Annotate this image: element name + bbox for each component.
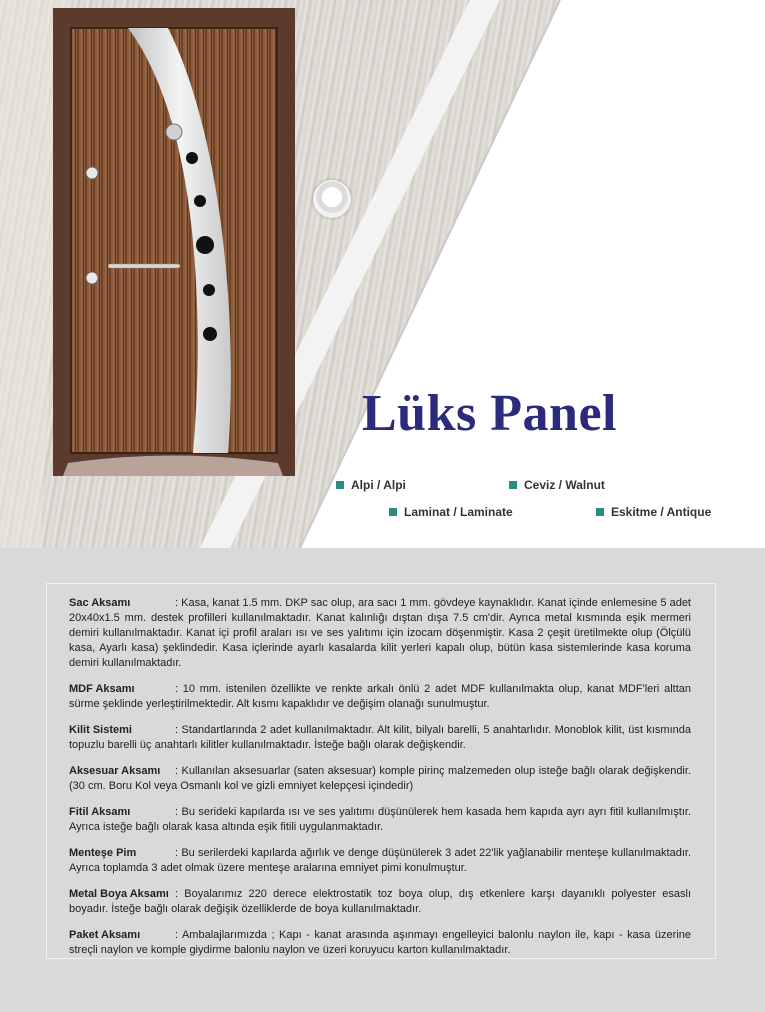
square-bullet-icon [596, 508, 604, 516]
spec-text: : 10 mm. istenilen özellikte ve renkte arkalı önlü 2 adet MDF kullanılmakta olup, kanat MDF'leri alttan sürme şeklinde yerleştirilmektedir. Alt kısmı kapaklıdır ve değişim olanağı sunulmuştur. [69, 683, 691, 710]
spec-text: : Boyalarımız 220 derece elektrostatik toz boya olup, dış etkenlere karşı dayanıklı polyester esaslı boyadır. İsteğe bağlı olarak değişik özelliklerde de boya kullanılmaktadır. [69, 888, 691, 915]
option-ceviz: Ceviz / Walnut [509, 478, 605, 492]
spec-text: : Kullanılan aksesuarlar (saten aksesuar) komple pirinç malzemeden olup isteğe bağlı olarak değişkendir. (30 cm. Boru Kol veya Osmanlı kol ve gizli emniyet kelepçesi içindedir) [69, 765, 691, 792]
door-knob-ornament [313, 180, 351, 218]
spec-text: : Bu serilerdeki kapılarda ağırlık ve denge düşünülerek 3 adet 22'lik yağlanabilir menteşe kullanılmaktadır. Ayrıca toplamda 3 adet olmak üzere menteşe aralarına emniyet pimi konulmuştur. [69, 847, 691, 874]
square-bullet-icon [389, 508, 397, 516]
spec-text: : Ambalajlarımızda ; Kapı - kanat arasında aşınmayı engelleyici balonlu naylon ile, kapı - kasa üzerine streçli naylon ve komple giydirme balonlu naylon ve üzeri koruyucu karton kullanılmaktadır. [69, 929, 691, 956]
door-image [53, 8, 295, 476]
spec-key: Metal Boya Aksamı [69, 888, 169, 900]
spec-row [69, 723, 691, 753]
spec-row [69, 887, 691, 917]
option-laminat: Laminat / Laminate [389, 505, 513, 519]
spec-row [69, 764, 691, 794]
spec-key: Fitil Aksamı [69, 806, 131, 818]
square-bullet-icon [336, 481, 344, 489]
spec-text: : Kasa, kanat 1.5 mm. DKP sac olup, ara sacı 1 mm. gövdeye kaynaklıdır. Kanat içinde enlemesine 5 adet 20x40x1.5 mm. destek profilleri kullanılmaktadır. Kanat kalınlığı dıştan dışa 7.5 cm'dir. Ayrıca metal kısmında eşik mermeri demiri kullanılmaktadır. Kanat içi profil araları ısı ve ses yalıtımı için izocam döşenmiştir. Kasa 2 çeşit üretilmekte olup (Ölçülü kasa, Ayarlı kasa) şeklindedir. Kasa içlerinde ayarlı kasalarda kilit yerleri kapalı olup, bütün kasa sistemlerinde kasa koruma demiri kullanılmaktadır. [69, 597, 691, 669]
spec-key: Kilit Sistemi [69, 724, 132, 736]
page-title: Lüks Panel [362, 385, 617, 442]
spec-row [69, 928, 691, 958]
spec-key: Aksesuar Aksamı [69, 765, 161, 777]
spec-key: Paket Aksamı [69, 929, 141, 941]
spec-row [69, 682, 691, 712]
spec-text: : Bu serideki kapılarda ısı ve ses yalıtımı düşünülerek hem kasada hem kapıda ayrı ayrı fitil kullanılmıştır. Ayrıca isteğe bağlı olarak kasa altında eşik fitili uygulanmaktadır. [69, 806, 691, 833]
square-bullet-icon [509, 481, 517, 489]
option-alpi: Alpi / Alpi [336, 478, 406, 492]
spec-key: MDF Aksamı [69, 683, 135, 695]
spec-key: Menteşe Pim [69, 847, 137, 859]
spec-key: Sac Aksamı [69, 597, 131, 609]
spec-row [69, 805, 691, 835]
spec-row [69, 846, 691, 876]
spec-text: : Standartlarında 2 adet kullanılmaktadır. Alt kilit, bilyalı barelli, 5 anahtarlıdır. Monoblok kilit, üst kısmında topuzlu barelli üç anahtarlı kilitler kullanılmaktadır. İsteğe bağlı olarak değişkendir. [69, 724, 691, 751]
specs-panel [46, 583, 716, 959]
option-eskitme: Eskitme / Antique [596, 505, 711, 519]
spec-row [69, 596, 691, 671]
